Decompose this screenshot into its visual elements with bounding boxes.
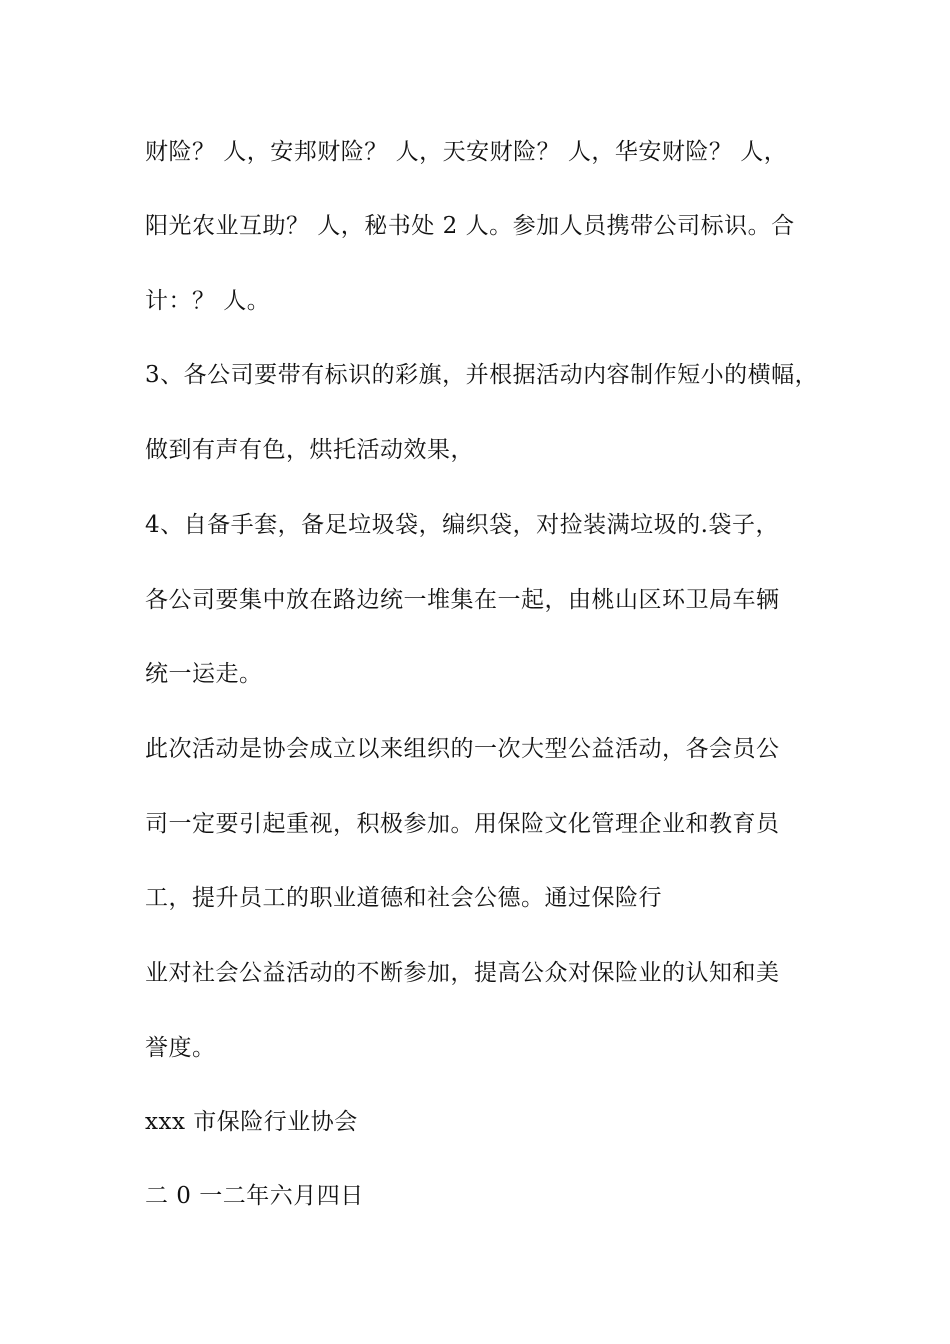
signature-organization: xxx 市保险行业协会 — [145, 1109, 358, 1135]
text-line: 业对社会公益活动的不断参加，提高公众对保险业的认知和美 — [145, 960, 780, 986]
text-line: 4、自备手套，备足垃圾袋，编织袋，对捡装满垃圾的.袋子， — [145, 512, 779, 538]
text-line: 司一定要引起重视，积极参加。用保险文化管理企业和教育员 — [145, 811, 780, 837]
text-line: 做到有声有色，烘托活动效果， — [145, 437, 474, 463]
text-line: 阳光农业互助？ 人，秘书处 2 人。参加人员携带公司标识。合 — [145, 213, 795, 239]
signature-date: 二 0 一二年六月四日 — [145, 1183, 364, 1209]
text-line: 此次活动是协会成立以来组织的一次大型公益活动，各会员公 — [145, 736, 780, 762]
text-line: 财险？ 人，安邦财险？ 人，天安财险？ 人，华安财险？ 人， — [145, 139, 788, 165]
text-line: 誉度。 — [145, 1035, 216, 1061]
text-line: 工，提升员工的职业道德和社会公德。通过保险行 — [145, 885, 662, 911]
text-line: 计：？ 人。 — [145, 288, 271, 314]
text-line: 各公司要集中放在路边统一堆集在一起，由桃山区环卫局车辆 — [145, 587, 780, 613]
text-line: 3、各公司要带有标识的彩旗，并根据活动内容制作短小的横幅， — [145, 362, 819, 388]
text-line: 统一运走。 — [145, 661, 263, 687]
